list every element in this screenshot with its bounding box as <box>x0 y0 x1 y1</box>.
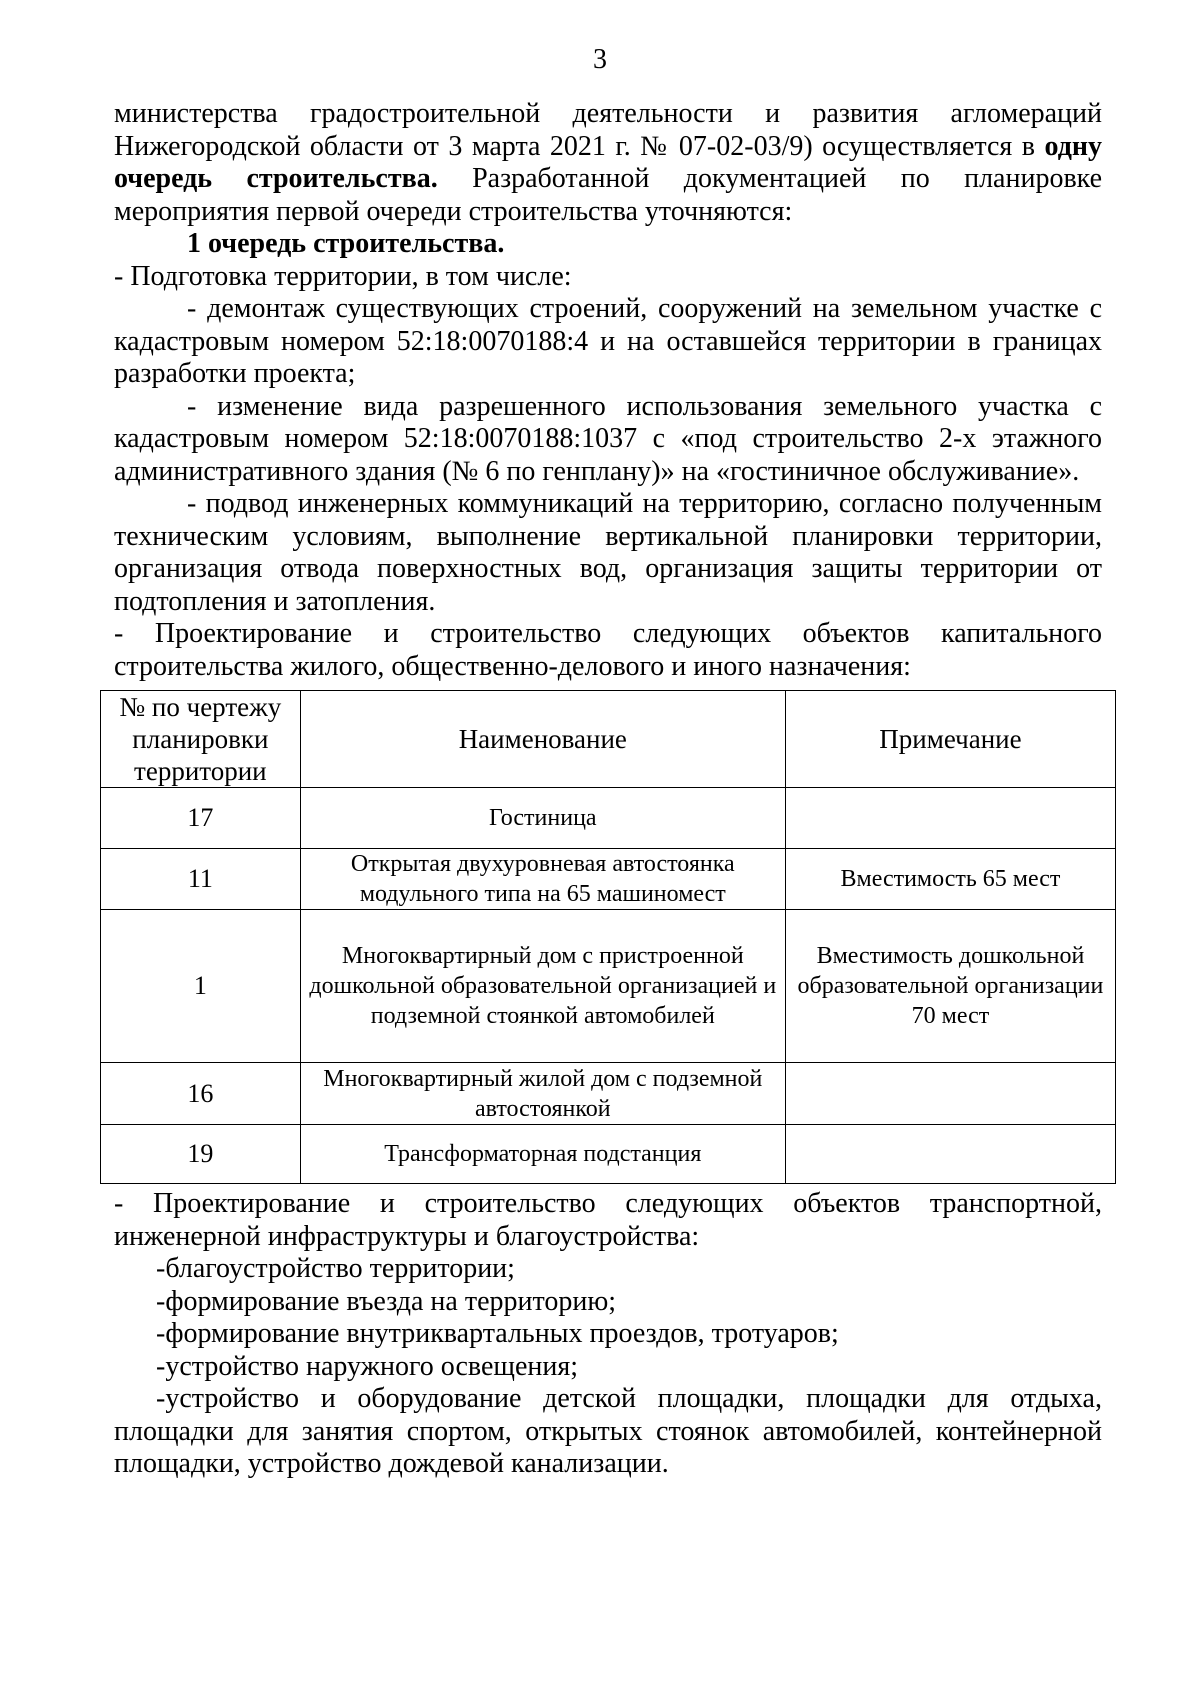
objects-table <box>100 690 1116 1184</box>
row-num: 16 <box>101 1063 301 1125</box>
row-num: 17 <box>101 788 301 849</box>
table-row <box>101 1063 1116 1125</box>
table-row <box>101 910 1116 1063</box>
table-row <box>101 788 1116 849</box>
row-num: 19 <box>101 1125 301 1184</box>
page-body-top <box>114 98 1102 683</box>
infra-item-driveways: -формирование внутриквартальных проездов, тротуаров; <box>156 1318 839 1349</box>
row-note <box>785 788 1115 849</box>
row-name: Многоквартирный жилой дом с подземной автостоянкой <box>300 1063 785 1125</box>
row-num: 1 <box>101 910 301 1063</box>
header-note: Примечание <box>785 691 1115 788</box>
intro-text-part2: Разработанной документацией по планировке мероприятия первой очереди строительства уточняются: <box>114 163 1102 227</box>
row-name: Открытая двухуровневая автостоянка модульного типа на 65 машиномест <box>300 849 785 910</box>
infra-item-playgrounds: -устройство и оборудование детской площадки, площадки для отдыха, площадки для занятия спортом, открытых стоянок автомобилей, контейнерной площадки, устройство дождевой канализации. <box>114 1383 1102 1479</box>
stage-heading: 1 очередь строительства. <box>187 228 505 259</box>
infra-item-landscaping: -благоустройство территории; <box>156 1253 515 1284</box>
header-name: Наименование <box>300 691 785 788</box>
row-note: Вместимость 65 мест <box>785 849 1115 910</box>
page-body-bottom <box>114 1188 1102 1481</box>
row-note <box>785 1063 1115 1125</box>
territory-prep-paragraph: - Подготовка территории, в том числе: <box>114 260 572 292</box>
infra-item-entrance: -формирование въезда на территорию; <box>156 1285 617 1317</box>
table-row <box>101 1125 1116 1184</box>
page-number: 3 <box>593 44 607 75</box>
intro-text-bold: одну очередь строительства. <box>114 130 1102 194</box>
intro-paragraph <box>114 98 1102 228</box>
row-name: Многоквартирный дом с пристроенной дошкольной образовательной организацией и подземной стоянкой автомобилей <box>300 910 785 1063</box>
infrastructure-intro: - Проектирование и строительство следующих объектов транспортной, инженерной инфраструктуры и благоустройства: <box>114 1188 1102 1252</box>
table-header-row <box>101 691 1116 788</box>
intro-text-part1: министерства градостроительной деятельности и развития агломераций Нижегородской области от 3 марта 2021 г. № 07-02-03/9) осуществляется в <box>114 98 1102 162</box>
capital-objects-intro: - Проектирование и строительство следующих объектов капитального строительства жилого, общественно-делового и иного назначения: <box>114 618 1102 682</box>
infra-item-lighting: -устройство наружного освещения; <box>156 1350 579 1382</box>
prep-item-demolition: - демонтаж существующих строений, сооружений на земельном участке с кадастровым номером 52:18:0070188:4 и на оставшейся территории в границах разработки проекта; <box>114 293 1102 389</box>
row-note: Вместимость дошкольной образовательной организации 70 мест <box>785 910 1115 1063</box>
row-name: Гостиница <box>300 788 785 849</box>
header-num: № по чертежу планировки территории <box>101 691 301 788</box>
row-num: 11 <box>101 849 301 910</box>
table-row <box>101 849 1116 910</box>
prep-item-land-use-change: - изменение вида разрешенного использования земельного участка с кадастровым номером 52:18:0070188:1037 с «под строительство 2-х этажного административного здания (№ 6 по генплану)» на «гостиничное обслуживание». <box>114 390 1102 487</box>
prep-item-utilities: - подвод инженерных коммуникаций на территорию, согласно полученным техническим условиям, выполнение вертикальной планировки территории, организация отвода поверхностных вод, организация защиты территории от подтопления и затопления. <box>114 488 1102 617</box>
row-name: Трансформаторная подстанция <box>300 1125 785 1184</box>
row-note <box>785 1125 1115 1184</box>
